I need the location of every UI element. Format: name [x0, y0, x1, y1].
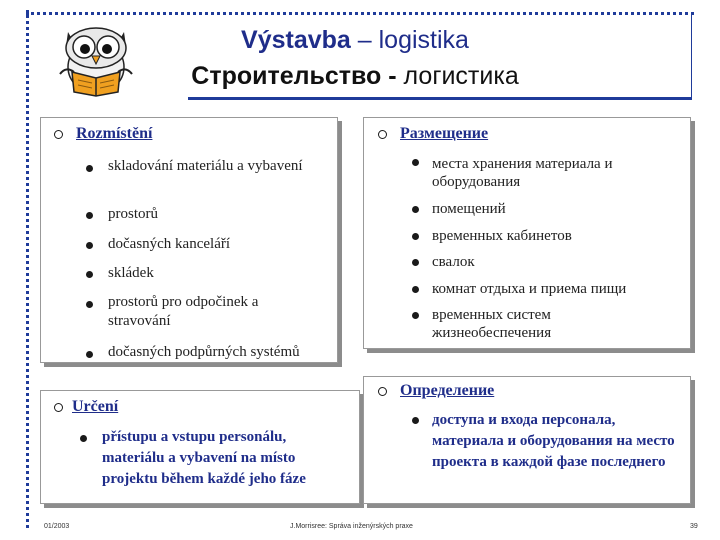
left-item: dočasných podpůrných systémů [108, 344, 300, 360]
footer-date: 01/2003 [44, 523, 70, 530]
left-item: prostorů [108, 206, 158, 222]
bullet-icon [412, 206, 419, 213]
hollow-bullet-icon [378, 130, 387, 139]
bullet-icon [86, 301, 93, 308]
right-item: комнат отдыха и приема пищи [432, 281, 627, 297]
right-item: временных кабинетов [432, 228, 572, 244]
title-underline [188, 97, 691, 100]
title-czech [180, 26, 530, 55]
owl-reading-icon [46, 12, 146, 98]
dotted-left-border [26, 10, 29, 528]
hollow-bullet-icon [378, 387, 387, 396]
bullet-icon [412, 417, 419, 424]
left-heading-rozmisteni: Rozmístění [76, 125, 153, 142]
title-frame-right [691, 12, 692, 100]
title-russian-bold: Строительство - [191, 62, 397, 90]
bullet-icon [412, 286, 419, 293]
bullet-icon [80, 435, 87, 442]
bullet-icon [412, 312, 419, 319]
bullet-icon [86, 351, 93, 358]
bullet-icon [412, 259, 419, 266]
bullet-icon [412, 159, 419, 166]
left-item: skladování materiálu a vybavení [108, 158, 303, 174]
title-czech-rest: – logistika [350, 26, 469, 54]
right-item: места хранения материала и оборудования [432, 156, 613, 190]
footer-author: J.Morrisree: Správa inženýrských praxe [290, 523, 413, 530]
right-item: свалок [432, 254, 475, 270]
bullet-icon [86, 242, 93, 249]
title-czech-bold: Výstavba [241, 26, 351, 54]
left-item: skládek [108, 265, 154, 281]
left-item-urceni: přístupu a vstupu personálu, materiálu a vybavení na místo projektu během každé jeho fáze [102, 429, 306, 487]
left-item: dočasných kanceláří [108, 236, 231, 252]
right-heading-razmeshchenie: Размещение [400, 125, 489, 142]
title-russian-rest: логистика [396, 62, 519, 90]
right-item: помещений [432, 201, 506, 217]
bullet-icon [86, 271, 93, 278]
right-item-opredelenie: доступа и входа персонала, материала и оборудования на место проекта в каждой фазе последнего [432, 412, 675, 470]
bullet-icon [412, 233, 419, 240]
hollow-bullet-icon [54, 403, 63, 412]
right-heading-opredelenie: Определение [400, 382, 495, 399]
bullet-icon [86, 212, 93, 219]
right-item: временных систем жизнеобеспечения [432, 307, 552, 341]
bullet-icon [86, 165, 93, 172]
left-item: prostorů pro odpočinek a stravování [108, 294, 259, 329]
left-heading-urceni: Určení [72, 398, 119, 415]
footer-page-number: 39 [690, 523, 698, 530]
hollow-bullet-icon [54, 130, 63, 139]
title-russian [170, 62, 540, 91]
